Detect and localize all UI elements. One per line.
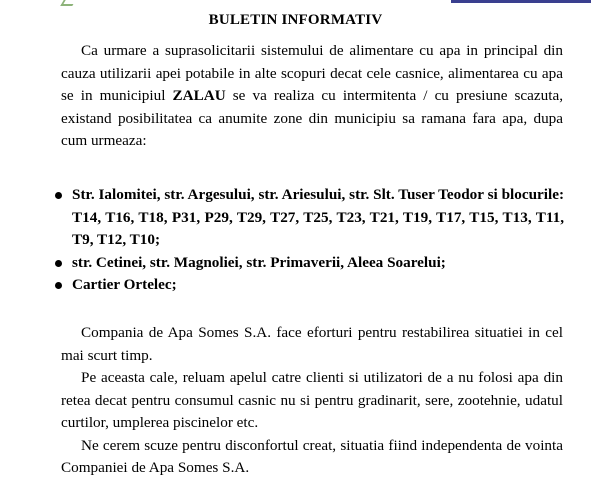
bullet-icon <box>55 282 62 289</box>
document-title: BULETIN INFORMATIV <box>208 12 383 28</box>
list-item-text: Cartier Ortelec; <box>72 276 177 293</box>
closing-paragraph: Compania de Apa Somes S.A. face eforturi pentru restabilirea situatiei in cel mai scurt timp. <box>61 324 563 364</box>
list-item-text: Str. Ialomitei, str. Argesului, str. Ariesului, str. Slt. Tuser Teodor si blocurile: T14, T16, T18, P31, P29, T29, T27, T25, T23, T21, T19, T17, T15, T13, T11, T9, T12, T10; <box>72 186 564 248</box>
closing-paragraph: Ne cerem scuze pentru disconfortul creat, situatia fiind independenta de vointa Companiei de Apa Somes S.A. <box>61 436 563 476</box>
list-item-text: str. Cetinei, str. Magnoliei, str. Primaverii, Aleea Soarelui; <box>72 253 446 271</box>
corner-decoration <box>60 0 75 6</box>
closing-paragraph: Pe aceasta cale, reluam apelul catre clienti si utilizatori de a nu folosi apa din retea decat pentru consumul casnic nu si pentru gradinarit, sere, zootehnie, udatul curtilor, umplerea piscinelor etc. <box>61 369 563 431</box>
intro-paragraph <box>61 40 563 153</box>
list-item <box>54 184 564 252</box>
intro-city: ZALAU <box>172 87 226 104</box>
closing-section <box>61 322 563 480</box>
intro-text-start: Ca urmare a suprasolicitarii sistemului de alimentare cu apa in principal din cauza utilizarii apei potabile in alte scopuri decat cele casnice, alimentarea cu apa se in municipiul <box>61 42 563 104</box>
intro-text-end: se va realiza cu intermitenta / cu presiune scazuta, existand posibilitatea ca anumite zone din municipiu sa ramana fara apa, dupa cum urmeaza: <box>61 87 563 149</box>
list-item <box>54 274 564 297</box>
affected-zones-list <box>54 184 564 297</box>
bullet-icon <box>55 260 62 267</box>
header-bar <box>451 0 591 3</box>
bullet-icon <box>55 192 62 199</box>
list-item <box>54 252 564 275</box>
